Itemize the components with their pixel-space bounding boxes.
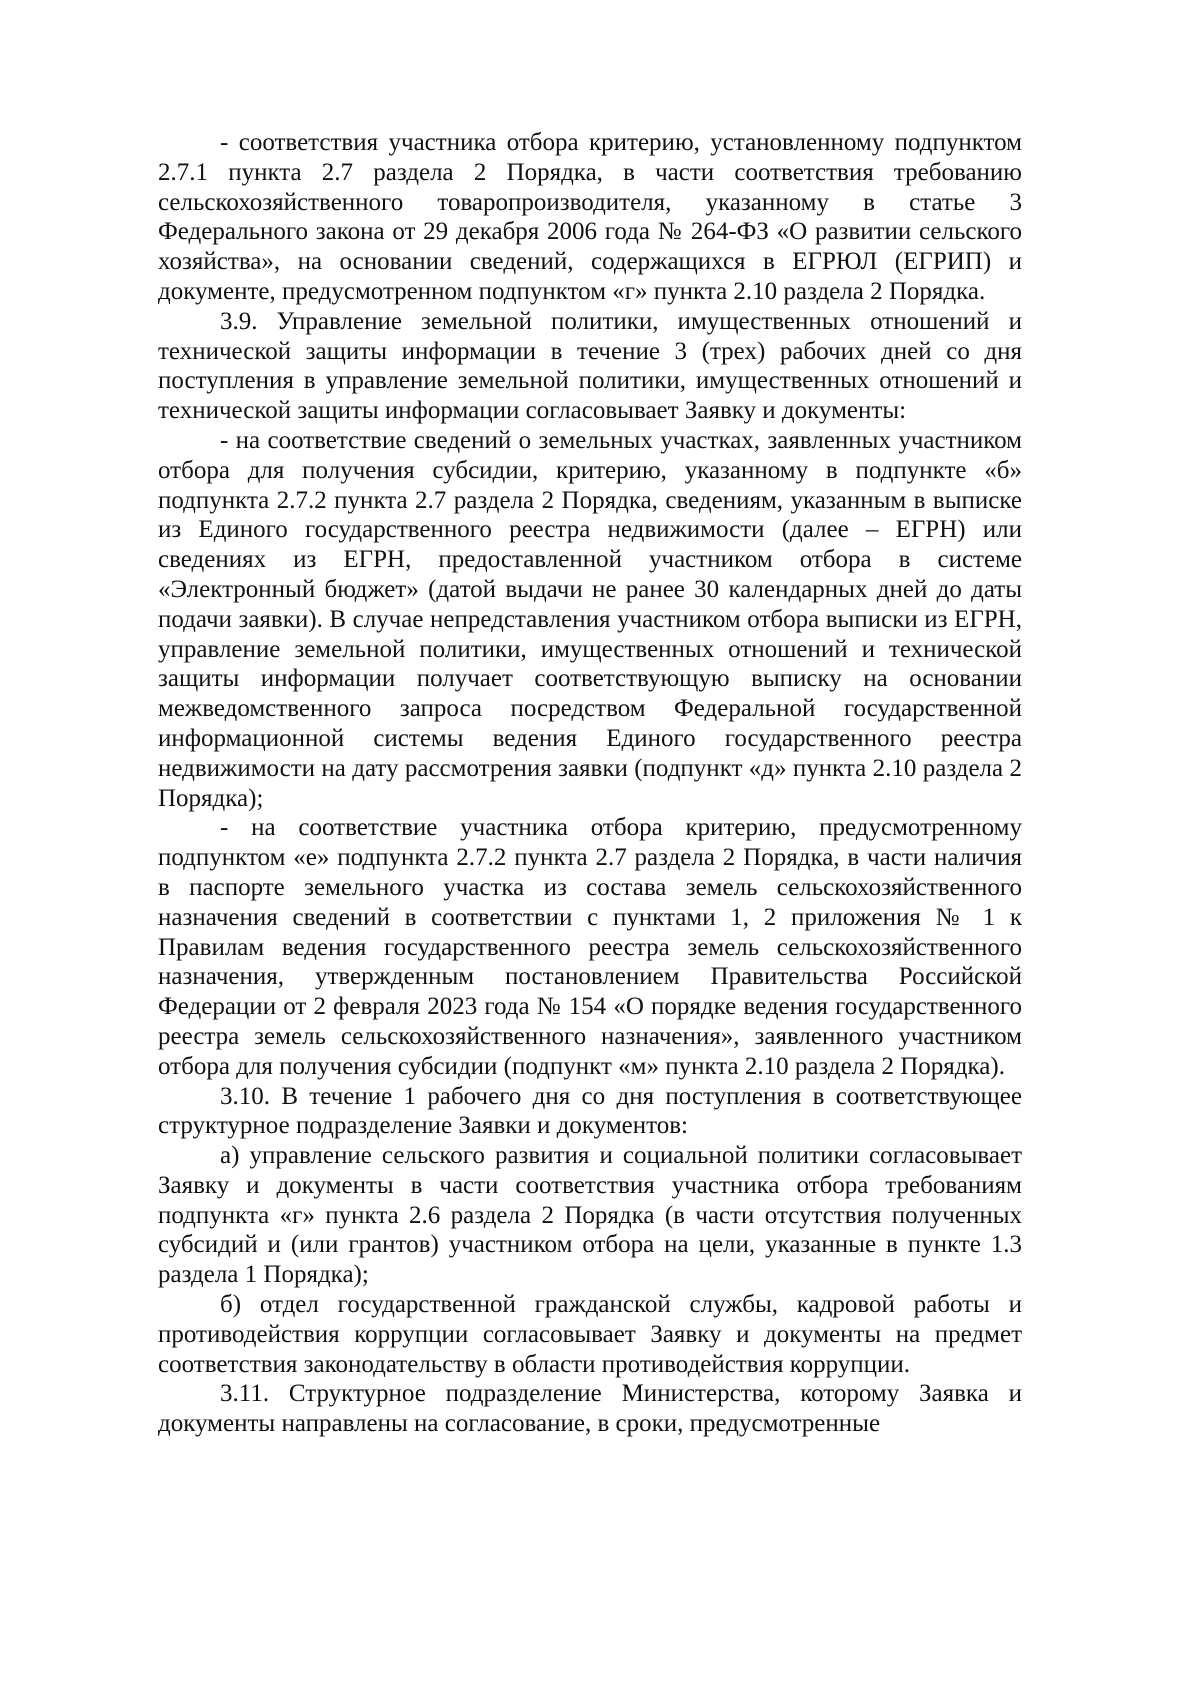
paragraph-criteria-compliance: - соответствия участника отбора критерию, установленному подпунктом 2.7.1 пункта 2.7 раздела 2 Порядка, в части соответствия требованию сельскохозяйственного товаропроизводителя, указанному в статье 3 Федерального закона от 29 декабря 2006 года № 264-ФЗ «О развитии сельского хозяйства», на основании сведений, содержащихся в ЕГРЮЛ (ЕГРИП) и документе, предусмотренном подпунктом «г» пункта 2.10 раздела 2 Порядка. bbox=[158, 129, 1022, 305]
paragraph-3-10: 3.10. В течение 1 рабочего дня со дня поступления в соответствующее структурное подразделение Заявки и документов: bbox=[158, 1082, 1022, 1140]
paragraph-land-plots-compliance: - на соответствие сведений о земельных участках, заявленных участником отбора для получения субсидии, критерию, указанному в подпункте «б» подпункта 2.7.2 пункта 2.7 раздела 2 Порядка, сведениям, указанным в выписке из Единого государственного реестра недвижимости (далее – ЕГРН) или сведениях из ЕГРН, предоставленной участником отбора в системе «Электронный бюджет» (датой выдачи не ранее 30 календарных дней до даты подачи заявки). В случае непредставления участником отбора выписки из ЕГРН, управление земельной политики, имущественных отношений и технической защиты информации получает соответствующую выписку на основании межведомственного запроса посредством Федеральной государственной информационной системы ведения Единого государственного реестра недвижимости на дату рассмотрения заявки (подпункт «д» пункта 2.10 раздела 2 Порядка); bbox=[158, 426, 1022, 812]
paragraph-land-passport-compliance: - на соответствие участника отбора критерию, предусмотренному подпунктом «е» подпункта 2.7.2 пункта 2.7 раздела 2 Порядка, в части наличия в паспорте земельного участка из состава земель сельскохозяйственного назначения сведений в соответствии с пунктами 1, 2 приложения № 1 к Правилам ведения государственного реестра земель сельскохозяйственного назначения, утвержденным постановлением Правительства Российской Федерации от 2 февраля 2023 года № 154 «О порядке ведения государственного реестра земель сельскохозяйственного назначения», заявленного участником отбора для получения субсидии (подпункт «м» пункта 2.10 раздела 2 Порядка). bbox=[158, 814, 1022, 1080]
paragraph-3-9: 3.9. Управление земельной политики, имущественных отношений и технической защиты информации в течение 3 (трех) рабочих дней со дня поступления в управление земельной политики, имущественных отношений и технической защиты информации согласовывает Заявку и документы: bbox=[158, 307, 1022, 425]
document-body bbox=[158, 128, 1022, 1439]
paragraph-3-10-a: а) управление сельского развития и социальной политики согласовывает Заявку и документы в части соответствия участника отбора требованиям подпункта «г» пункта 2.6 раздела 2 Порядка (в части отсутствия полученных субсидий и (или грантов) участником отбора на цели, указанные в пункте 1.3 раздела 1 Порядка); bbox=[158, 1142, 1022, 1289]
paragraph-3-10-b: б) отдел государственной гражданской службы, кадровой работы и противодействия коррупции согласовывает Заявку и документы на предмет соответствия законодательству в области противодействия коррупции. bbox=[158, 1291, 1022, 1378]
paragraph-3-11: 3.11. Структурное подразделение Министерства, которому Заявка и документы направлены на согласование, в сроки, предусмотренные bbox=[158, 1380, 1022, 1438]
